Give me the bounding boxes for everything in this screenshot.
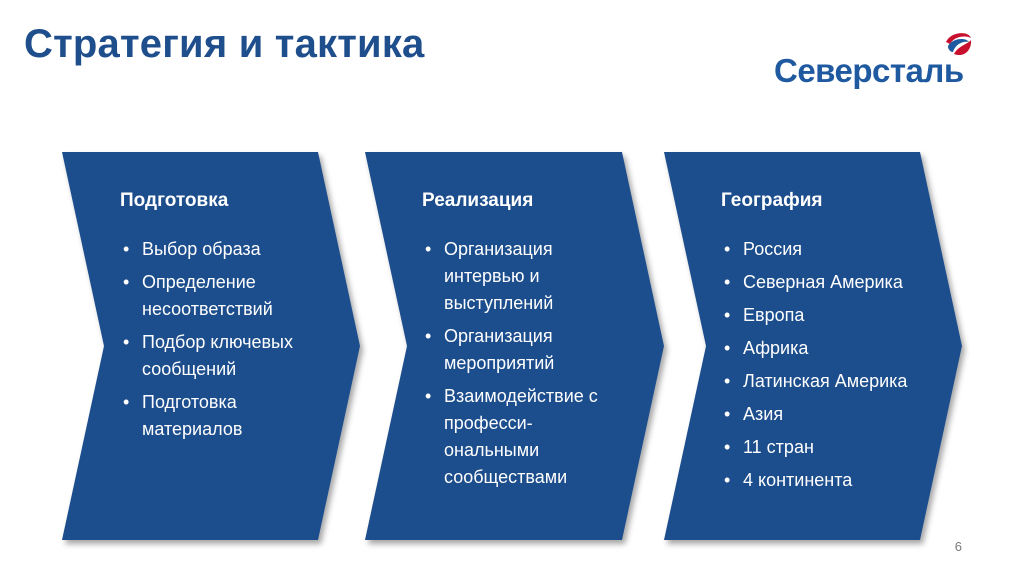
list-item: • Подготовка материалов (120, 389, 330, 443)
panel-list (120, 236, 330, 443)
list-item: • Африка (721, 335, 946, 362)
list-item: • Северная Америка (721, 269, 946, 296)
list-item: • Организация интервью и выступлений (422, 236, 637, 317)
panel-heading: Подготовка (120, 190, 229, 211)
panel-preparation (120, 190, 330, 449)
list-item: • Определение несоответствий (120, 269, 330, 323)
list-item: • Латинская Америка (721, 368, 946, 395)
panel-implementation (422, 190, 637, 497)
list-item: • Взаимодействие с професси-ональными сообществами (422, 383, 624, 491)
slide-title: Стратегия и тактика (24, 22, 425, 66)
list-item: • Выбор образа (120, 236, 330, 263)
list-item: • Подбор ключевых сообщений (120, 329, 330, 383)
panel-geography (721, 190, 946, 500)
panel-list (721, 236, 946, 494)
list-item: • Россия (721, 236, 946, 263)
page-number: 6 (954, 539, 962, 554)
panel-list (422, 236, 637, 491)
panel-heading: География (721, 190, 823, 211)
panel-heading: Реализация (422, 190, 534, 211)
logo-wordmark: Северсталь (774, 52, 964, 89)
list-item: • 11 стран (721, 434, 946, 461)
list-item: • 4 континента (721, 467, 946, 494)
list-item: • Европа (721, 302, 946, 329)
list-item: • Организация мероприятий (422, 323, 637, 377)
list-item: • Азия (721, 401, 946, 428)
